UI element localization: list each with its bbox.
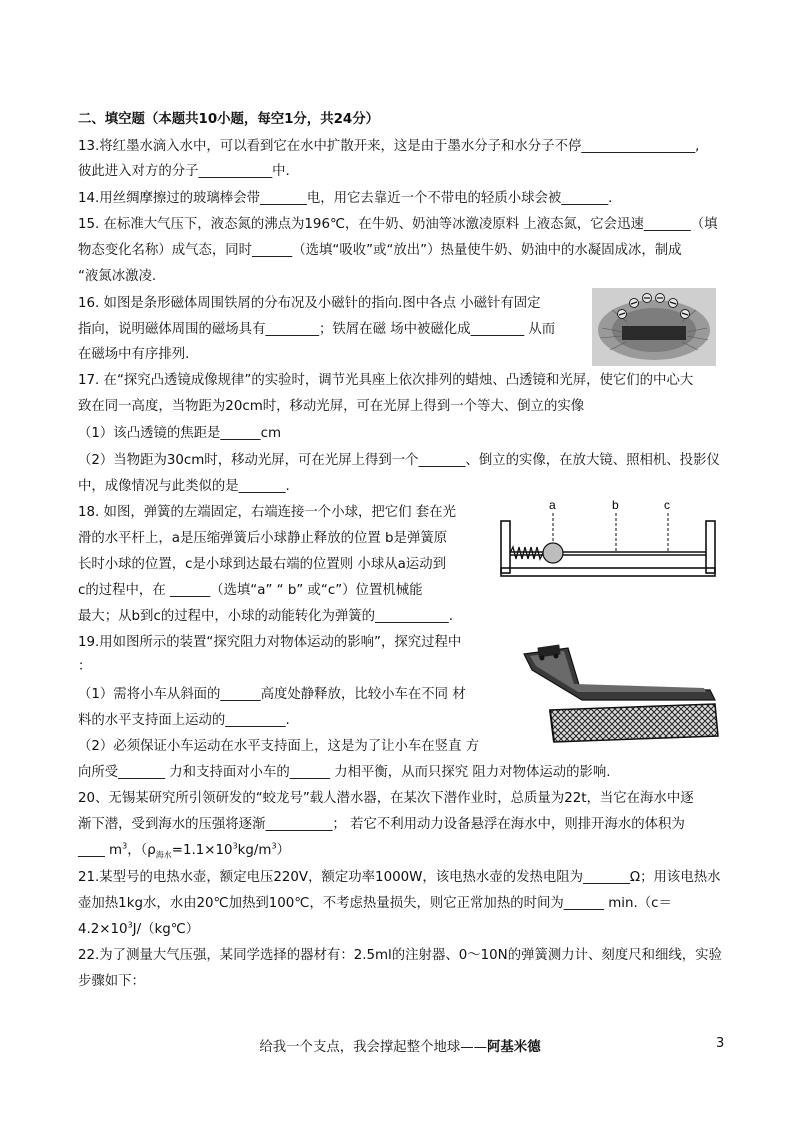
q18-line2: 滑的水平杆上，a是压缩弹簧后小球静止释放的位置 b是弹簧原: [78, 531, 448, 546]
label-a: a: [549, 498, 556, 512]
q17-sub2-line1: （2）当物距为30cm时，移动光屏，可在光屏上得到一个_______、倒立的实像，在放大镜、照相机、投影仪: [78, 453, 720, 468]
q21-line2: 壶加热1kg水，水由20℃加热到100℃，不考虑热量损失，则它正常加热的时间为______ min.（c＝: [78, 896, 672, 911]
q18-line3: 长时小球的位置，c是小球到达最右端的位置则 小球从a运动到: [78, 557, 446, 572]
q18-line1: 18. 如图，弹簧的左端固定，右端连接一个小球，把它们 套在光: [78, 505, 456, 520]
section-title: 二、填空题（本题共10小题，每空1分，共24分）: [78, 112, 380, 127]
magnet-filings-figure: [592, 288, 716, 366]
q17-line1: 17. 在“探究凸透镜成像规律”的实验时，调节光具座上依次排列的蜡烛、凸透镜和光屏，使它们的中心大: [78, 373, 694, 388]
q21-line3: $4.2\times 10^3J/(kg℃)$: [78, 920, 200, 937]
q17-sub1: （1）该凸透镜的焦距是______cm: [78, 426, 282, 441]
q22-line1: 22.为了测量大气压强，某同学选择的器材有：2.5ml的注射器、0～10N的弹簧测力计、刻度尺和细线，实验: [78, 948, 722, 963]
q17-line2: 致在同一高度，当物距为20cm时，移动光屏，可在光屏上得到一个等大、倒立的实像: [78, 399, 585, 414]
q18-line4: c的过程中，在 ______（选填“a” “ b” 或“c”）位置机械能: [78, 583, 423, 598]
q17-sub2-line2: 中，成像情况与此类似的是_______.: [78, 479, 290, 494]
label-b: b: [612, 498, 619, 512]
q19-sub1-line2: 料的水平支持面上运动的_________.: [78, 713, 290, 728]
q19-sub2-line1: （2）必须保证小车运动在水平支持面上，这是为了让小车在竖直 方: [78, 739, 480, 754]
footer-quote: 给我一个支点，我会撑起整个地球——阿基米德: [259, 1040, 541, 1055]
q19-line2: ：: [78, 659, 92, 674]
q19-line1: 19.用如图所示的装置“探究阻力对物体运动的影响”，探究过程中: [78, 635, 462, 650]
q13-line1: 13.将红墨水滴入水中，可以看到它在水中扩散开来，这是由于墨水分子和水分子不停_________________,: [78, 139, 700, 154]
q19-sub1-line1: （1）需将小车从斜面的______高度处静释放，比较小车在不同 材: [78, 687, 466, 702]
q18-line5: 最大；从b到c的过程中，小球的动能转化为弹簧的___________.: [78, 609, 453, 624]
q15-line3: “液氮冰激凌.: [78, 269, 157, 284]
q21-line1: 21.某型号的电热水壶，额定电压220V，额定功率1000W，该电热水壶的发热电阻为_______Ω；用该电热水: [78, 870, 721, 885]
incline-cart-figure: [510, 640, 724, 746]
q20-line2: 渐下潜，受到海水的压强将逐渐__________； 若它不利用动力设备悬浮在海水中，则排开海水的体积为: [78, 817, 685, 832]
q15-line1: 15. 在标准大气压下，液态氮的沸点为196℃，在牛奶、奶油等冰激凌原料 上液态氮，它会迅速_______（填: [78, 217, 718, 232]
q13-line2: 彼此进入对方的分子___________中.: [78, 164, 290, 179]
q16-line3: 在磁场中有序排列.: [78, 347, 190, 362]
q16-line2: 指向，说明磁体周围的磁场具有________；铁屑在磁 场中被磁化成________ 从而: [78, 322, 556, 337]
q16-line1: 16. 如图是条形磁体周围铁屑的分布况及小磁针的指向.图中各点 小磁针有固定: [78, 296, 541, 311]
q15-line2: 物态变化名称）成气态，同时______（选填“吸收”或“放出”）热量使牛奶、奶油中的水凝固成冰，制成: [78, 243, 682, 258]
q19-sub2-line2: 向所受_______ 力和支持面对小车的______ 力相平衡，从而只探究 阻力对物体运动的影响.: [78, 765, 611, 780]
q20-line1: 20、无锡某研究所引领研发的“蛟龙号”载人潜水器，在某次下潜作业时，总质量为22t，当它在海水中逐: [78, 791, 694, 806]
page-number: 3: [716, 1036, 725, 1051]
spring-ball-figure: [498, 496, 720, 578]
q22-line2: 步骤如下：: [78, 974, 145, 989]
q14-line: 14.用丝绸摩擦过的玻璃棒会带_______电，用它去靠近一个不带电的轻质小球会被_______.: [78, 191, 613, 206]
q20-line3: ____ $m^3$，$(\rho_{海水}=1.1\times 10^3kg/m^3)$: [78, 841, 290, 860]
label-c: c: [664, 498, 670, 512]
